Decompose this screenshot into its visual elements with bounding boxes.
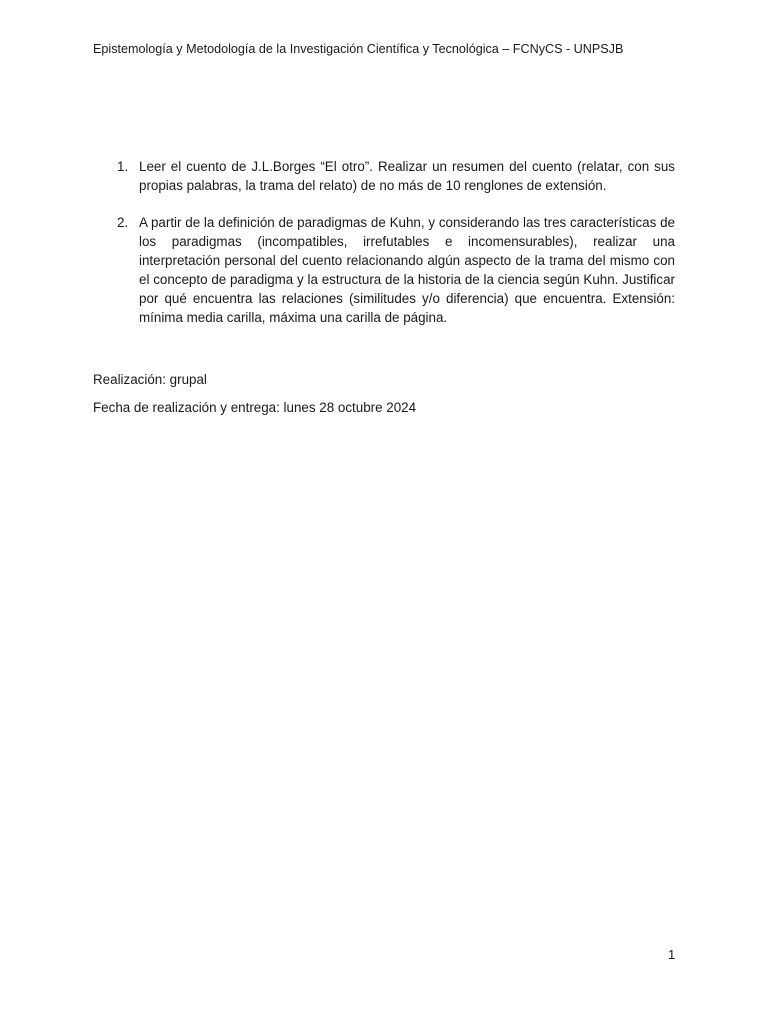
task-text: Leer el cuento de J.L.Borges “El otro”. Realizar un resumen del cuento (relatar, con sus propias palabras, la trama del relato) de no más de 10 renglones de extensión. — [139, 159, 675, 193]
task-number: 1. — [117, 159, 129, 174]
task-number: 2. — [117, 215, 129, 230]
task-list — [93, 157, 675, 345]
modality-line: Realización: grupal — [93, 372, 207, 387]
task-item-1 — [93, 157, 675, 195]
page-header: Epistemología y Metodología de la Investigación Científica y Tecnológica – FCNyCS - UNPSJB — [93, 42, 624, 56]
due-date-line: Fecha de realización y entrega: lunes 28 octubre 2024 — [93, 400, 417, 415]
page-number: 1 — [668, 947, 676, 962]
task-text: A partir de la definición de paradigmas de Kuhn, y considerando las tres características de los paradigmas (incompatibles, irrefutables e incomensurables), realizar una interpretación personal del cuento relacionando algún aspecto de la trama del mismo con el concepto de paradigma y la estructura de la historia de la ciencia según Kuhn. Justificar por qué encuentra las relaciones (similitudes y/o diferencia) que encuentra. Extensión: mínima media carilla, máxima una carilla de página. — [139, 215, 675, 325]
task-item-2 — [93, 213, 675, 327]
